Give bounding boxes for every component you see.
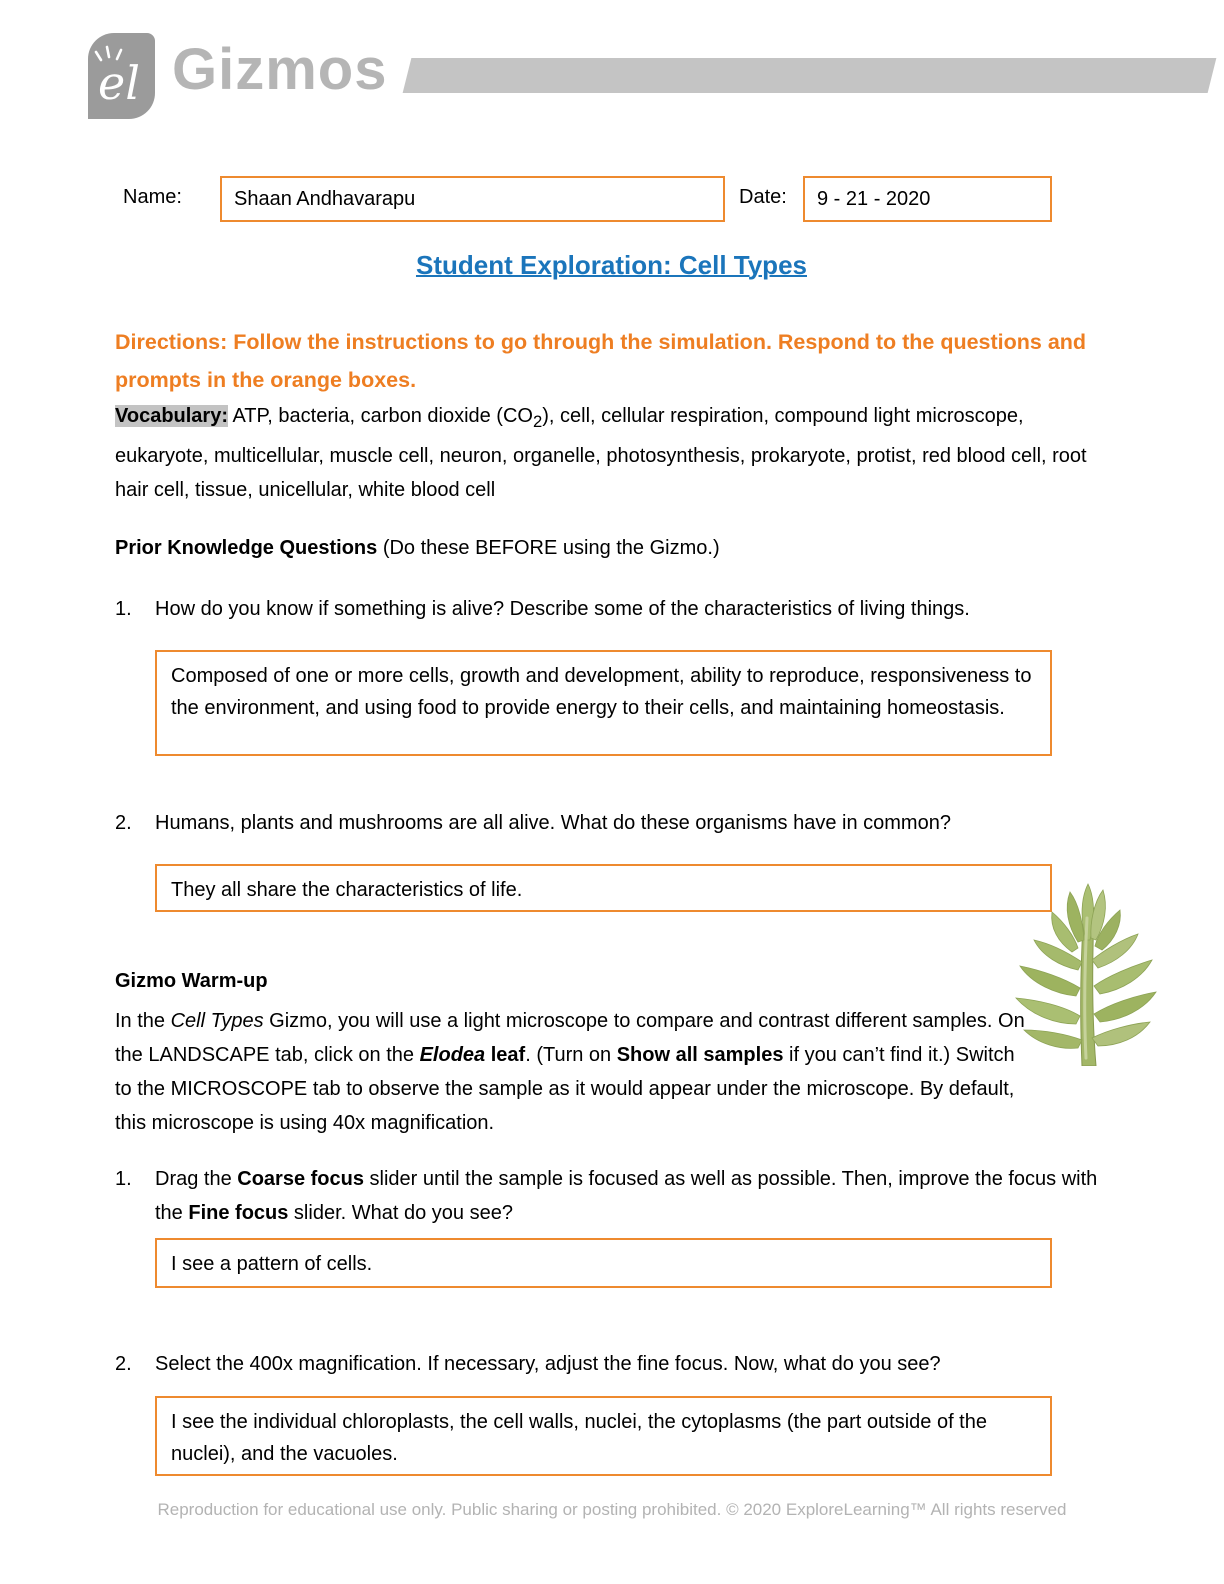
show-all-samples-bold: Show all samples — [616, 1044, 784, 1066]
fine-focus-bold: Fine focus — [188, 1202, 289, 1224]
name-value: Shaan Andhavarapu — [234, 187, 416, 210]
vocabulary-paragraph — [115, 399, 1115, 507]
question-number: 2. — [115, 1353, 132, 1375]
answer-text: I see the individual chloroplasts, the cell walls, nuclei, the cytoplasms (the part outside of the nuclei), and the vacuoles. — [171, 1411, 987, 1465]
answer-box-warmup-2[interactable] — [155, 1396, 1052, 1476]
question-number: 2. — [115, 812, 132, 834]
question-text: How do you know if something is alive? Describe some of the characteristics of living things. — [155, 598, 970, 620]
document-title-link[interactable]: Student Exploration: Cell Types — [415, 250, 807, 280]
gizmo-name-italic: Cell Types — [170, 1010, 264, 1032]
question-text-part: slider. What do you see? — [288, 1202, 513, 1224]
answer-text: They all share the characteristics of life. — [171, 879, 523, 901]
question-pk-1 — [115, 592, 1115, 626]
prior-knowledge-heading — [115, 537, 720, 560]
coarse-focus-bold: Coarse focus — [237, 1168, 364, 1190]
header-banner-stripe — [403, 58, 1217, 93]
logo-monogram-text: el — [98, 56, 140, 110]
warmup-paragraph — [115, 1004, 1035, 1140]
name-date-row — [0, 176, 1224, 222]
prior-knowledge-heading-rest: (Do these BEFORE using the Gizmo.) — [377, 537, 720, 559]
warmup-text-part: . (Turn on — [525, 1044, 617, 1066]
vocabulary-list-part: ATP, bacteria, carbon dioxide (CO — [228, 405, 533, 427]
warmup-text-part: Gizmo, you will use a light microscope to compare and contrast different samples. On the LANDSCAPE tab, click on the — [115, 1010, 1025, 1066]
question-number: 1. — [115, 598, 132, 620]
question-text — [155, 1162, 1125, 1230]
warmup-text-part: if you can’t find it.) Switch to the MICROSCOPE tab to observe the sample as it would appear under the microscope. By default, this microscope is using 40x magnification. — [115, 1044, 1015, 1134]
answer-box-warmup-1[interactable] — [155, 1238, 1052, 1288]
leaf-bold: leaf — [485, 1044, 526, 1066]
warmup-heading: Gizmo Warm-up — [115, 970, 268, 992]
question-text-part: Drag the — [155, 1168, 238, 1190]
question-warmup-1 — [115, 1162, 1125, 1230]
name-field[interactable] — [220, 176, 725, 222]
prior-knowledge-heading-bold: Prior Knowledge Questions — [115, 537, 378, 559]
vocabulary-label: Vocabulary: — [115, 405, 228, 427]
copyright-footer: Reproduction for educational use only. Public sharing or posting prohibited. © 2020 ExploreLearning™ All rights reserved — [157, 1500, 1067, 1519]
question-number: 1. — [115, 1168, 132, 1190]
brand-wordmark: Gizmos — [172, 37, 388, 102]
answer-box-pk-1[interactable] — [155, 650, 1052, 756]
answer-box-pk-2[interactable] — [155, 864, 1052, 912]
question-pk-2 — [115, 806, 1115, 840]
question-text-part: slider until the sample is focused as well as possible. Then, improve the focus with the — [155, 1168, 1098, 1224]
date-label: Date: — [739, 186, 787, 208]
answer-text: Composed of one or more cells, growth and development, ability to reproduce, responsiveness to the environment, and using food to provide energy to their cells, and maintaining homeostasis. — [171, 665, 1032, 719]
answer-text: I see a pattern of cells. — [171, 1253, 373, 1275]
directions-text: Directions: Follow the instructions to go through the simulation. Respond to the questions and prompts in the orange boxes. — [115, 330, 1087, 392]
question-text: Humans, plants and mushrooms are all alive. What do these organisms have in common? — [155, 812, 951, 834]
question-warmup-2 — [115, 1347, 1115, 1381]
date-field[interactable] — [803, 176, 1052, 222]
question-text: Select the 400x magnification. If necessary, adjust the fine focus. Now, what do you see? — [155, 1353, 941, 1375]
co2-subscript: 2 — [532, 412, 543, 431]
name-label: Name: — [123, 186, 182, 208]
elodea-bold-italic: Elodea — [419, 1044, 486, 1066]
warmup-text-part: In the — [115, 1010, 171, 1032]
date-value: 9 - 21 - 2020 — [817, 187, 931, 210]
explorelearning-logo-icon — [88, 33, 155, 119]
vocabulary-list-part: ), cell, cellular respiration, compound light microscope, eukaryote, multicellular, muscle cell, neuron, organelle, photosynthesis, prokaryote, protist, red blood cell, root hair cell, tissue, unicellular, white blood cell — [115, 405, 1087, 501]
